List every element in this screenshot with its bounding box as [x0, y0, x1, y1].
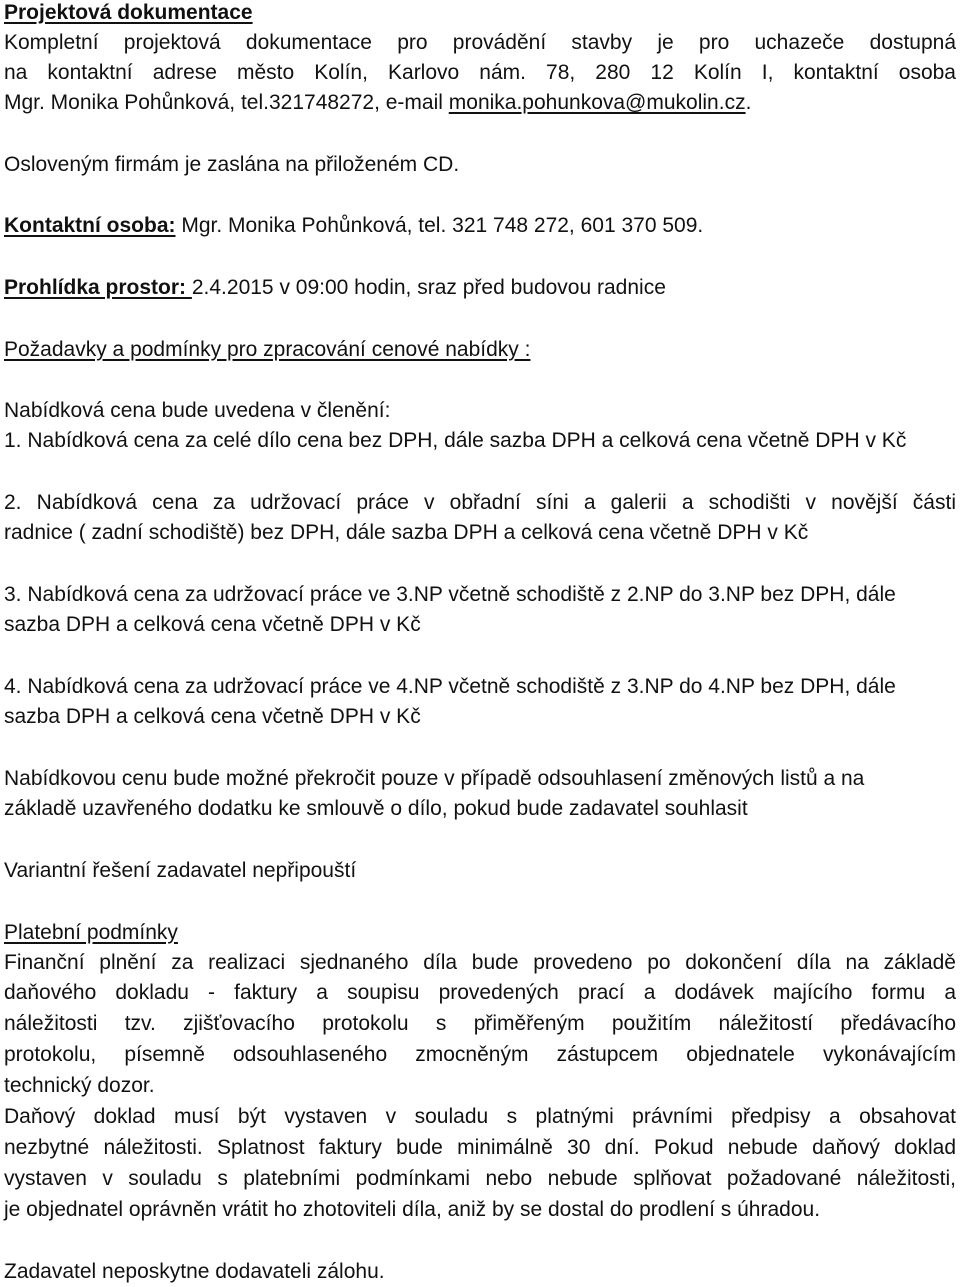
email-link[interactable]: monika.pohunkova@mukolin.cz — [448, 91, 746, 114]
prekroceni-line1: Nabídkovou cenu bude možné překročit pouze v případě odsouhlasení změnových listů a na — [4, 767, 865, 790]
list-item-4-line2: sazba DPH a celková cena včetně DPH v Kč — [4, 705, 421, 728]
zaloha-line: Zadavatel neposkytne dodavateli zálohu. — [4, 1260, 385, 1283]
platebni-p1-line: Finanční plnění za realizaci sjednaného díla bude provedeno po dokončení díla na základě — [4, 951, 956, 974]
kontaktni-osoba-value: Mgr. Monika Pohůnková, tel. 321 748 272, 601 370 509. — [175, 214, 704, 237]
platebni-p2-line: vystaven v souladu s platebními podmínkami nebo nebude splňovat požadované náležitosti, — [4, 1167, 956, 1190]
prohlidka-label: Prohlídka prostor: — [4, 276, 192, 299]
list-item-2-line2: radnice ( zadní schodiště) bez DPH, dále sazba DPH a celková cena včetně DPH v Kč — [4, 521, 809, 544]
contact-text-end: . — [745, 91, 752, 114]
platebni-p2-line: je objednatel oprávněn vrátit ho zhotoviteli díla, aniž by se dostal do prodlení s úhradou. — [4, 1198, 821, 1221]
contact-text: Mgr. Monika Pohůnková, tel.321748272, e-mail — [4, 91, 449, 114]
section-heading-pozadavky: Požadavky a podmínky pro zpracování cenové nabídky : — [4, 338, 531, 361]
kontaktni-osoba-line — [4, 213, 956, 239]
platebni-p2-line: nezbytné náležitosti. Splatnost faktury bude minimálně 30 dní. Pokud nebude daňový doklad — [4, 1136, 956, 1159]
list-item-3-line1: 3. Nabídková cena za udržovací práce ve 3.NP včetně schodiště z 2.NP do 3.NP bez DPH, dále — [4, 583, 896, 606]
platebni-p1-line: daňového dokladu - faktury a soupisu provedených prací a dodávek majícího formu a — [4, 981, 956, 1004]
paragraph-line: Kompletní projektová dokumentace pro provádění stavby je pro uchazeče dostupná — [4, 31, 956, 54]
platebni-p1-line: technický dozor. — [4, 1074, 155, 1097]
section-heading-platebni-podminky: Platební podmínky — [4, 921, 178, 944]
paragraph-line-cd: Osloveným firmám je zaslána na přiloženém CD. — [4, 153, 460, 176]
platebni-p2-line: Daňový doklad musí být vystaven v souladu s platnými právními předpisy a obsahovat — [4, 1105, 956, 1128]
cena-intro: Nabídková cena bude uvedena v členění: — [4, 399, 391, 422]
kontaktni-osoba-label: Kontaktní osoba: — [4, 214, 176, 237]
section-heading-projektova-dokumentace: Projektová dokumentace — [4, 1, 253, 24]
prohlidka-value: 2.4.2015 v 09:00 hodin, sraz před budovou radnice — [191, 276, 666, 299]
paragraph-line: na kontaktní adrese město Kolín, Karlovo nám. 78, 280 12 Kolín I, kontaktní osoba — [4, 61, 956, 84]
platebni-p1-line: náležitosti tzv. zjišťovacího protokolu s přiměřeným použitím náležitostí předávacího — [4, 1012, 956, 1035]
prohlidka-line — [4, 275, 956, 301]
list-item-3-line2: sazba DPH a celková cena včetně DPH v Kč — [4, 613, 421, 636]
platebni-p1-line: protokolu, písemně odsouhlaseného zmocněným zástupcem objednatele vykonávajícím — [4, 1043, 956, 1066]
variantni-reseni: Variantní řešení zadavatel nepřipouští — [4, 859, 357, 882]
list-item-2-line1: 2. Nabídková cena za udržovací práce v obřadní síni a galerii a schodišti v novější části — [4, 491, 956, 514]
prekroceni-line2: základě uzavřeného dodatku ke smlouvě o dílo, pokud bude zadavatel souhlasit — [4, 797, 748, 820]
paragraph-line-contact — [4, 90, 956, 116]
list-item-4-line1: 4. Nabídková cena za udržovací práce ve 4.NP včetně schodiště z 3.NP do 4.NP bez DPH, dále — [4, 675, 896, 698]
list-item-1: 1. Nabídková cena za celé dílo cena bez DPH, dále sazba DPH a celková cena včetně DPH v Kč — [4, 429, 907, 452]
